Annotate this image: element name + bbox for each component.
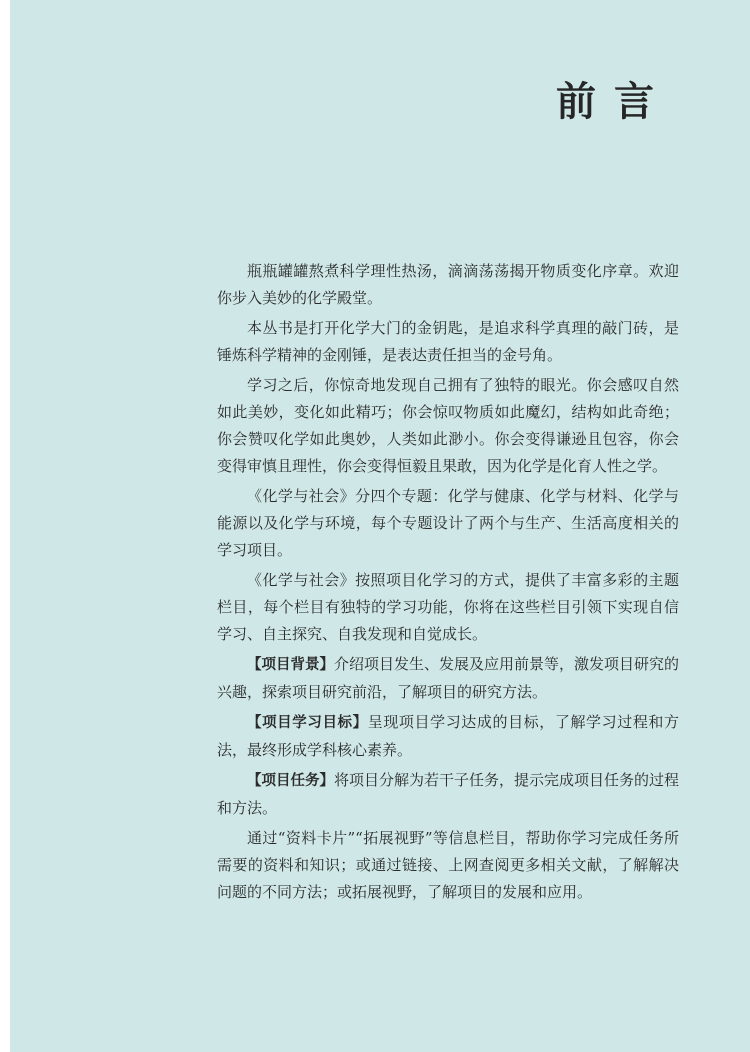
paragraph-closing: 通过“资料卡片”“拓展视野”等信息栏目，帮助你学习完成任务所需要的资料和知识；或通过链接、上网查阅更多相关文献，了解解决问题的不同方法；或拓展视野，了解项目的发展和应用。 [217, 829, 679, 901]
preface-body [217, 258, 679, 909]
section-label-goals: 【项目学习目标】 [247, 715, 368, 731]
section-text-goals: 呈现项目学习达成的目标，了解学习过程和方法，最终形成学科核心素养。 [217, 713, 680, 759]
section-text-background: 介绍项目发生、发展及应用前景等，激发项目研究的兴趣，探索项目研究前沿，了解项目的研究方法。 [217, 655, 680, 701]
paragraph-learning: 学习之后，你惊奇地发现自己拥有了独特的眼光。你会感叹自然如此美妙，变化如此精巧；你会惊叹物质如此魔幻，结构如此奇绝；你会赞叹化学如此奥妙，人类如此渺小。你会变得谦逊且包容，你会变得审慎且理性，你会变得恒毅且果敢，因为化学是化育人性之学。 [217, 376, 679, 475]
paragraph-columns: 《化学与社会》按照项目化学习的方式，提供了丰富多彩的主题栏目，每个栏目有独特的学习功能，你将在这些栏目引领下实现自信学习、自主探究、自我发现和自觉成长。 [217, 571, 679, 643]
page-background [10, 0, 750, 1052]
page-title: 前言 [556, 79, 672, 125]
paragraph-topics: 《化学与社会》分四个专题：化学与健康、化学与材料、化学与能源以及化学与环境，每个专题设计了两个与生产、生活高度相关的学习项目。 [217, 487, 679, 559]
section-project-background [217, 651, 679, 706]
section-project-tasks [217, 767, 679, 822]
section-text-tasks: 将项目分解为若干子任务，提示完成项目任务的过程和方法。 [217, 771, 680, 817]
section-label-background: 【项目背景】 [247, 657, 334, 673]
paragraph-intro: 瓶瓶罐罐熬煮科学理性热汤，滴滴荡荡揭开物质变化序章。欢迎你步入美妙的化学殿堂。 [217, 262, 679, 307]
section-project-goals [217, 709, 679, 764]
paragraph-series: 本丛书是打开化学大门的金钥匙，是追求科学真理的敲门砖，是锤炼科学精神的金刚锤，是表达责任担当的金号角。 [217, 319, 679, 364]
section-label-tasks: 【项目任务】 [247, 773, 334, 789]
